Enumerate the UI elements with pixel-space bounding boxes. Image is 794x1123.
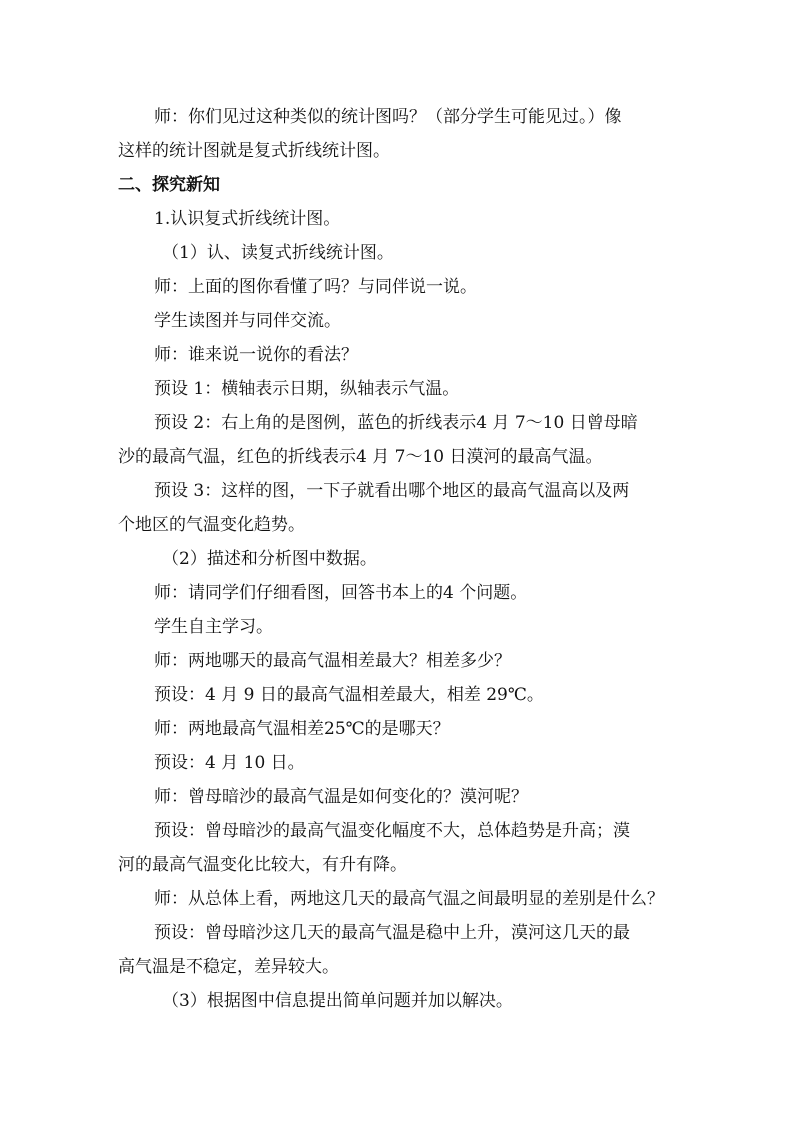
teacher-question-6: 师：曾母暗沙的最高气温是如何变化的？漠河呢？ [154,787,528,807]
document-body [118,100,678,1018]
subsection-3: （3）根据图中信息提出简单问题并加以解决。 [162,991,513,1011]
subsection-2: （2）描述和分析图中数据。 [162,549,377,569]
teacher-question-5: 师：两地最高气温相差25℃的是哪天？ [154,719,450,739]
preset-6-line1: 预设：曾母暗沙的最高气温变化幅度不大，总体趋势是升高；漠 [154,821,630,841]
preset-2-line2: 沙的最高气温，红色的折线表示4 月 7～10 日漠河的最高气温。 [118,447,603,467]
preset-4: 预设：4 月 9 日的最高气温相差最大，相差 29℃。 [154,685,544,705]
preset-1: 预设 1：横轴表示日期，纵轴表示气温。 [154,379,460,399]
section-heading-explore: 二、探究新知 [118,175,220,195]
teacher-question-3: 师：请同学们仔细看图，回答书本上的4 个问题。 [154,583,528,603]
subsection-1a: （1）认、读复式折线统计图。 [162,243,394,263]
preset-2-line1: 预设 2：右上角的是图例，蓝色的折线表示4 月 7～10 日曾母暗 [154,413,638,433]
preset-5: 预设：4 月 10 日。 [154,753,305,773]
student-activity-3: 学生自主学习。 [154,617,273,637]
teacher-question-7: 师：从总体上看，两地这几天的最高气温之间最明显的差别是什么？ [154,889,664,909]
student-activity-1: 学生读图并与同伴交流。 [154,311,341,331]
teacher-question-4: 师：两地哪天的最高气温相差最大？相差多少？ [154,651,511,671]
teacher-question-1: 师：上面的图你看懂了吗？与同伴说一说。 [154,277,477,297]
teacher-question-2: 师：谁来说一说你的看法？ [154,345,358,365]
preset-3-line2: 个地区的气温变化趋势。 [118,515,305,535]
subsection-1: 1.认识复式折线统计图。 [154,209,341,229]
paragraph-teacher-intro-line2: 这样的统计图就是复式折线统计图。 [118,141,390,161]
preset-3-line1: 预设 3：这样的图，一下子就看出哪个地区的最高气温高以及两 [154,481,630,501]
paragraph-teacher-intro-line1: 师：你们见过这种类似的统计图吗？（部分学生可能见过。）像 [154,107,622,127]
preset-7-line1: 预设：曾母暗沙这几天的最高气温是稳中上升，漠河这几天的最 [154,923,630,943]
preset-6-line2: 河的最高气温变化比较大，有升有降。 [118,855,407,875]
preset-7-line2: 高气温是不稳定，差异较大。 [118,957,339,977]
